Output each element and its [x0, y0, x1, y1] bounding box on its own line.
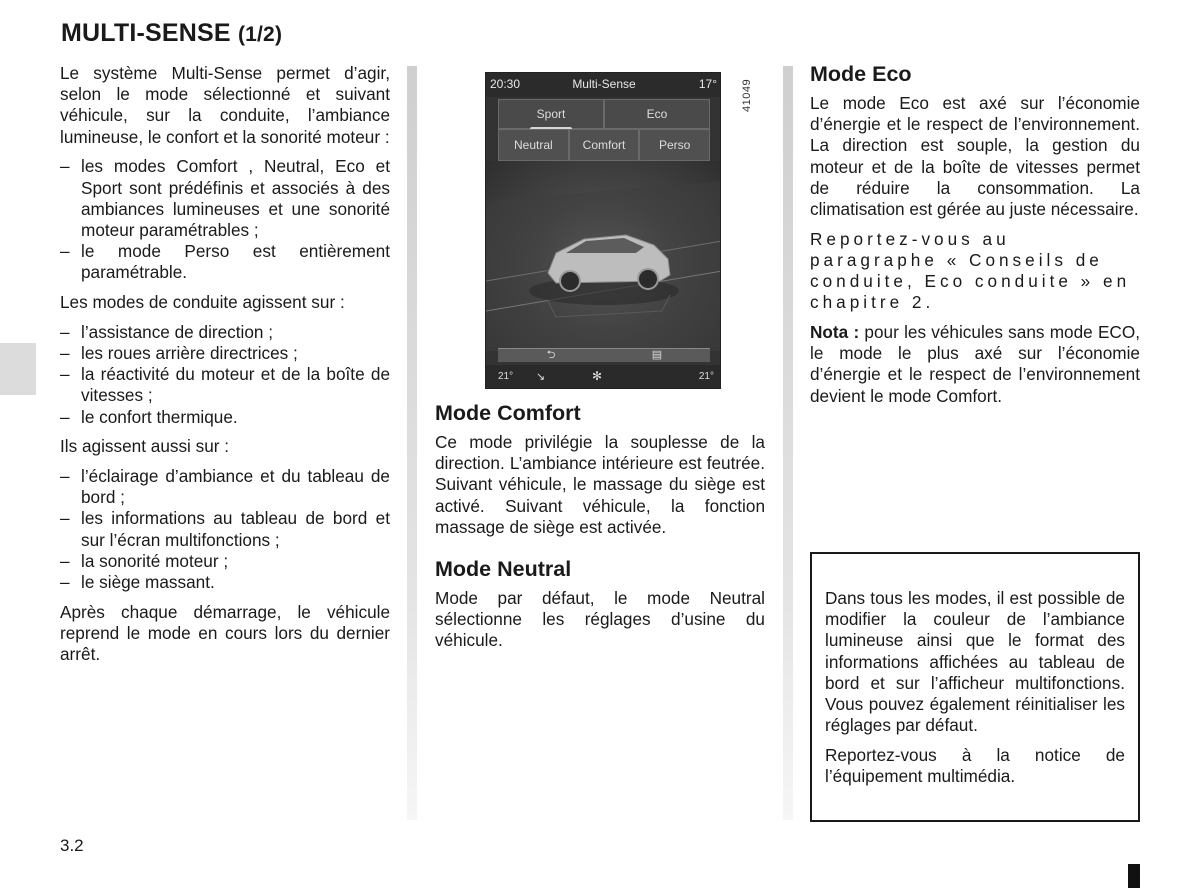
chapter-tab — [0, 343, 36, 395]
nota-paragraph — [810, 322, 1140, 407]
restart-paragraph: Après chaque démarrage, le véhicule reprend le mode en cours lors du dernier arrêt. — [60, 601, 390, 665]
nota-label: Nota : — [810, 322, 860, 343]
list-item: – les informations au tableau de bord et sur l’écran multifonctions ; — [60, 508, 390, 550]
corner-marker — [1128, 864, 1140, 888]
eco-heading: Mode Eco — [810, 62, 912, 86]
page-title — [61, 19, 282, 48]
modes-list — [60, 156, 390, 283]
list-item: – les modes Comfort , Neutral, Eco et Sport sont prédéfinis et associés à des ambiances lumineuses et une sonorité moteur paramétrables ; — [60, 156, 390, 241]
tab-eco[interactable]: Eco — [604, 99, 710, 129]
middle-column — [435, 400, 765, 660]
intro-paragraph: Le système Multi-Sense permet d’agir, selon le mode sélectionné et suivant véhicule, sur la conduite, l’ambiance lumineuse, le confort et la sonorité moteur : — [60, 63, 390, 147]
temp-left: 21° — [498, 371, 514, 382]
neutral-paragraph: Mode par défaut, le mode Neutral sélectionne les réglages d’usine du véhicule. — [435, 588, 765, 651]
title-suffix: (1/2) — [237, 23, 283, 46]
list-item: – l’éclairage d’ambiance et du tableau de bord ; — [60, 466, 390, 508]
also-acts-list — [60, 466, 390, 593]
list-icon[interactable]: ▤ — [651, 349, 663, 361]
list-item: – le mode Perso est entièrement paramétrable. — [60, 241, 390, 283]
list-item: – l’assistance de direction ; — [60, 322, 390, 343]
multisense-screen-figure — [485, 72, 721, 389]
mode-neutral-button[interactable]: Neutral — [498, 129, 569, 161]
neutral-heading: Mode Neutral — [435, 557, 572, 582]
list-item: – la sonorité moteur ; — [60, 551, 390, 572]
info-box — [810, 552, 1140, 822]
mode-perso-button[interactable]: Perso — [639, 129, 710, 161]
list-item: – les roues arrière directrices ; — [60, 343, 390, 364]
column-divider — [783, 66, 793, 820]
eco-paragraph: Le mode Eco est axé sur l’économie d’énergie et le respect de l’environnement. La direction est souple, la gestion du moteur et de la boîte de vitesses permet de réduire la consommation. La climatisation est gérée au juste nécessaire. — [810, 93, 1140, 220]
list-item: – le confort thermique. — [60, 407, 390, 428]
screen-outside-temp: 17° — [698, 77, 717, 91]
screen-bottom-bar — [498, 348, 710, 362]
seat-icon[interactable]: ↘ — [536, 371, 546, 383]
info-paragraph: Dans tous les modes, il est possible de modifier la couleur de l’ambiance lumineuse ainsi que le format des informations affichées au tableau de bord et sur l’afficheur multifonctions. Vous pouvez également réinitialiser les réglages par défaut. — [825, 588, 1125, 736]
fan-icon[interactable]: ✻ — [592, 369, 603, 383]
screen-modes — [498, 129, 710, 161]
nota-text: pour les véhicules sans mode ECO, le mode le plus axé sur l’économie d’énergie et le respect de l’environnement devient le mode Comfort. — [810, 322, 1140, 406]
title-text: MULTI-SENSE — [61, 19, 231, 47]
screen-tabs — [498, 99, 710, 129]
column-divider — [407, 66, 417, 820]
list-item: – le siège massant. — [60, 572, 390, 593]
mode-comfort-button[interactable]: Comfort — [569, 129, 640, 161]
temp-right: 21° — [698, 371, 714, 382]
right-column — [810, 61, 1140, 415]
screen-climate-bar — [486, 365, 721, 389]
also-acts-intro: Ils agissent aussi sur : — [60, 436, 230, 457]
page-number: 3.2 — [60, 836, 84, 855]
tab-sport[interactable]: Sport — [498, 99, 604, 129]
comfort-heading: Mode Comfort — [435, 401, 581, 425]
screen-status-bar — [486, 73, 721, 97]
driving-modes-intro: Les modes de conduite agissent sur : — [60, 292, 345, 313]
comfort-paragraph: Ce mode privilégie la souplesse de la direction. L’ambiance intérieure est feutrée. Suivant véhicule, le massage du siège est activé. Suivant véhicule, la fonction massage de siège est activée. — [435, 432, 765, 537]
figure-id: 41049 — [741, 78, 753, 112]
screen-title: Multi-Sense — [572, 77, 636, 91]
back-arrow-icon[interactable]: ⮌ — [546, 349, 556, 361]
car-illustration — [486, 161, 721, 351]
screen-time: 20:30 — [490, 77, 521, 91]
eco-reference: Reportez-vous au paragraphe « Conseils de conduite, Eco conduite » en chapitre 2. — [810, 228, 1131, 313]
car-scene — [486, 161, 721, 351]
info-reference: Reportez-vous à la notice de l’équipement multimédia. — [825, 744, 1125, 787]
left-column — [60, 63, 390, 674]
list-item: – la réactivité du moteur et de la boîte de vitesses ; — [60, 364, 390, 406]
driving-effects-list — [60, 322, 390, 428]
